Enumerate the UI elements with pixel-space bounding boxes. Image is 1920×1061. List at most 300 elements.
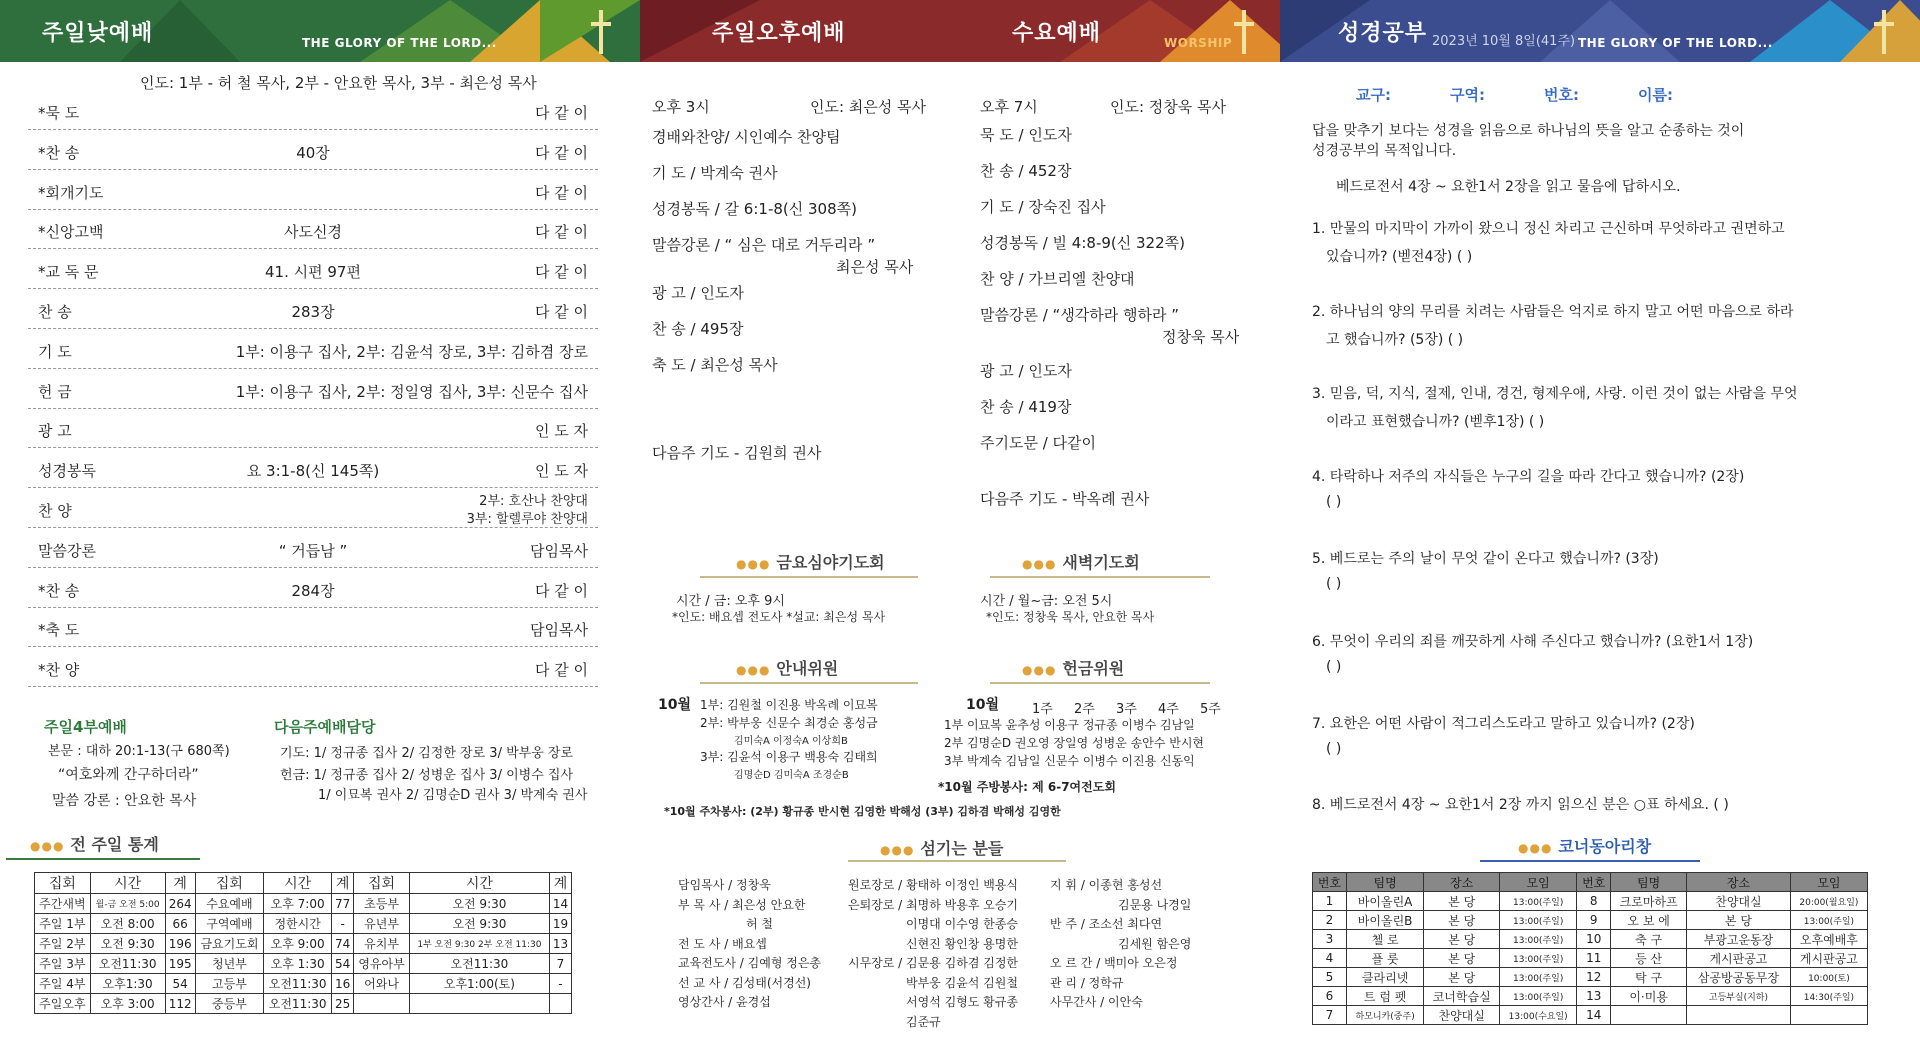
- table-cell: 영유아부: [354, 954, 410, 974]
- table-cell: 주일오후: [35, 994, 91, 1014]
- afternoon-time: 오후 3시: [652, 98, 710, 116]
- staff-line: 원로장로 / 황태하 이정인 백용식: [848, 878, 1018, 892]
- table-cell: 이·미용: [1611, 987, 1687, 1006]
- order-label: 성경봉독: [38, 462, 96, 481]
- order-label: *회개기도: [38, 183, 104, 202]
- table-row: [35, 994, 572, 1014]
- week-label: 4주: [1158, 702, 1179, 717]
- staff-line: 김준규: [906, 1014, 941, 1029]
- header-date: 2023년 10월 8일(41주): [1432, 34, 1576, 49]
- question-text: 5. 베드로는 주의 날이 무엇 같이 온다고 했습니까? (3장): [1312, 551, 1659, 567]
- order-row: [28, 329, 598, 369]
- order-label: *찬 송: [38, 143, 80, 162]
- order-content: 283장: [291, 303, 335, 321]
- table-row: [35, 894, 572, 914]
- wednesday-line: 말씀강론 / “생각하라 행하라 ”: [980, 306, 1180, 324]
- question-text: 2. 하나님의 양의 무리를 치려는 사람들은 억지로 하지 말고 어떤 마음으로 하라: [1312, 303, 1794, 320]
- question-text: 6. 무엇이 우리의 죄를 깨끗하게 사해 주신다고 했습니까? (요한1서 1장): [1312, 633, 1754, 650]
- table-cell: 오후1:00(토): [409, 974, 549, 994]
- order-label: 찬 양: [38, 502, 72, 520]
- staff-title: [880, 836, 1003, 859]
- table-cell: 본 당: [1424, 968, 1500, 987]
- ushers-row-3: 3부: 김윤석 이용구 백용숙 김태희: [700, 750, 878, 764]
- divider: [700, 682, 918, 684]
- table-cell: 삼공방공동무장: [1687, 968, 1791, 987]
- table-cell: 오후 7:00: [264, 894, 332, 914]
- service4-quote: “여호와께 간구하더라”: [58, 767, 199, 783]
- table-row: [35, 934, 572, 954]
- staff-line: 전 도 사 / 배요셉: [678, 936, 767, 951]
- table-cell: 13:00(주일): [1500, 987, 1577, 1006]
- order-leader: 다 같 이: [534, 661, 588, 680]
- dawn-time: 시간 / 월~금: 오전 5시: [980, 594, 1113, 609]
- order-content: “ 거듭남 ”: [278, 541, 348, 560]
- order-row: [28, 488, 598, 528]
- order-content: 사도신경: [284, 223, 342, 242]
- parking-service: *10월 주차봉사: (2부) 황규종 반시현 김영한 박해성 (3부) 김하겸 박해성 김영한: [664, 805, 1061, 818]
- question-text: 4. 타락하나 저주의 자식들은 누구의 길을 따라 간다고 했습니까? (2장): [1312, 468, 1745, 485]
- table-cell: 112: [165, 994, 195, 1014]
- staff-line: 은퇴장로 / 최명하 박용후 오승기: [848, 897, 1018, 912]
- staff-line: 관 리 / 정학규: [1050, 975, 1124, 990]
- table-cell: 번호: [1313, 873, 1347, 892]
- order-leader: 인 도 자: [534, 462, 588, 481]
- question-answer: 있습니까? (벧전4장) ( ): [1326, 249, 1473, 265]
- ushers-title: [736, 656, 838, 679]
- stats-table: [34, 872, 572, 1014]
- staff-line: 사무간사 / 이안숙: [1050, 995, 1143, 1009]
- week-label: 1주: [1032, 702, 1053, 717]
- table-cell: 10: [1577, 930, 1611, 949]
- next-week-offering-2: 1/ 이묘복 권사 2/ 김명순D 권사 3/ 박계숙 권사: [318, 788, 588, 803]
- divider: [990, 682, 1210, 684]
- order-leader: 1부: 이용구 집사, 2부: 김윤석 장로, 3부: 김하겸 장로: [235, 342, 588, 361]
- question-answer: ( ): [1326, 658, 1342, 675]
- order-label: *찬 송: [38, 581, 80, 600]
- table-cell: 계: [549, 873, 571, 894]
- order-leader: 2부: 호산나 찬양대: [479, 494, 588, 509]
- table-cell: 14: [549, 894, 571, 914]
- table-cell: 부광고운동장: [1687, 930, 1791, 949]
- staff-line: 서영석 김형도 황규종: [906, 995, 1018, 1009]
- cross-icon: [1232, 10, 1256, 54]
- dawn-title-text: 새벽기도회: [1062, 553, 1140, 572]
- order-content: 40장: [296, 143, 330, 162]
- instructions: 베드로전서 4장 ~ 요한1서 2장을 읽고 물음에 답하시오.: [1336, 179, 1681, 195]
- club-title: [1518, 834, 1651, 857]
- table-row: [1313, 892, 1868, 911]
- wednesday-line: 찬 양 / 가브리엘 찬양대: [980, 270, 1135, 288]
- table-cell: 오전 8:00: [90, 914, 165, 934]
- sunday-leaders: 인도: 1부 - 허 철 목사, 2부 - 안요한 목사, 3부 - 최은성 목사: [140, 74, 537, 92]
- table-cell: 13:00(수요일): [1500, 1006, 1577, 1025]
- table-cell: 13:00(주일): [1500, 949, 1577, 968]
- table-row: [1313, 949, 1868, 968]
- table-cell: 어와나: [354, 974, 410, 994]
- table-cell: [549, 994, 571, 1014]
- wednesday-line: 주기도문 / 다같이: [980, 434, 1097, 452]
- service4-title: 주일4부예배: [44, 718, 127, 736]
- divider: [700, 576, 918, 578]
- order-leader: 다 같 이: [534, 183, 588, 202]
- question-answer: 고 했습니까? (5장) ( ): [1326, 331, 1464, 348]
- table-cell: 13:00(주일): [1790, 911, 1867, 930]
- staff-line: 오 르 간 / 백미아 오은정: [1050, 956, 1178, 970]
- table-cell: -: [549, 974, 571, 994]
- wednesday-leader: 인도: 정창욱 목사: [1110, 98, 1227, 116]
- table-cell: 25: [332, 994, 354, 1014]
- order-row: [28, 528, 598, 568]
- table-row: [1313, 930, 1868, 949]
- table-cell: 계: [165, 873, 195, 894]
- header-title-wednesday: 수요예배: [1012, 21, 1102, 46]
- stats-title: [30, 832, 159, 855]
- order-leader: 다 같 이: [534, 143, 588, 162]
- question-text: 3. 믿음, 덕, 지식, 절제, 인내, 경건, 형제우애, 사랑. 이런 것이 없는 사람을 무엇: [1312, 386, 1798, 402]
- table-cell: 8: [1577, 892, 1611, 911]
- wednesday-line: 광 고 / 인도자: [980, 362, 1072, 380]
- table-cell: 오전11:30: [90, 954, 165, 974]
- order-label: 찬 송: [38, 303, 72, 321]
- table-cell: 게시판공고: [1790, 949, 1867, 968]
- table-cell: 월-금 오전 5:00: [90, 894, 165, 914]
- table-cell: 74: [332, 934, 354, 954]
- cross-icon: [1872, 10, 1896, 54]
- dots-icon: ●●●: [30, 839, 65, 853]
- staff-line: 교육전도사 / 김예형 정은총: [678, 956, 821, 970]
- dots-icon: ●●●: [736, 557, 771, 571]
- offering-row-2: 2부 김명순D 권오영 장일영 성병운 송안수 반시현: [944, 736, 1205, 750]
- table-cell: 등 산: [1611, 949, 1687, 968]
- table-cell: 장소: [1687, 873, 1791, 892]
- table-cell: 4: [1313, 949, 1347, 968]
- week-label: 3주: [1116, 702, 1137, 717]
- table-cell: 코너학습실: [1424, 987, 1500, 1006]
- offering-month: 10월: [966, 697, 1000, 713]
- table-row: [35, 954, 572, 974]
- table-cell: 195: [165, 954, 195, 974]
- table-cell: 본 당: [1424, 930, 1500, 949]
- question-8: 8. 베드로전서 4장 ~ 요한1서 2장 까지 읽으신 분은 ○표 하세요. ( ): [1312, 797, 1729, 813]
- table-cell: 주일 1부: [35, 914, 91, 934]
- question-answer: ( ): [1326, 493, 1342, 510]
- table-cell: 시간: [90, 873, 165, 894]
- offering-title: [1022, 656, 1124, 679]
- table-cell: 11: [1577, 949, 1611, 968]
- table-cell: 54: [165, 974, 195, 994]
- header-afternoon: [640, 0, 1280, 62]
- staff-line: 영상간사 / 윤경섭: [678, 995, 771, 1009]
- order-row: [28, 90, 598, 130]
- order-row: [28, 170, 598, 210]
- table-cell: 집회: [35, 873, 91, 894]
- question-answer: ( ): [1326, 576, 1342, 592]
- order-leader: 담임목사: [530, 541, 588, 560]
- order-row: [28, 369, 598, 409]
- order-row: [28, 568, 598, 608]
- dawn-title: [1022, 550, 1140, 573]
- friday-leaders: *인도: 배요셉 전도사 *설교: 최은성 목사: [672, 610, 886, 624]
- order-leader: 다 같 이: [534, 303, 588, 321]
- header-title: 주일오후예배: [712, 21, 846, 46]
- table-cell: 오전11:30: [264, 974, 332, 994]
- question-text: 7. 요한은 어떤 사람이 적그리스도라고 말하고 있습니까? (2장): [1312, 716, 1695, 732]
- table-cell: 모임: [1790, 873, 1867, 892]
- staff-line: 지 휘 / 이종현 홍성선: [1050, 878, 1163, 892]
- order-row: [28, 289, 598, 329]
- afternoon-line: 성경봉독 / 갈 6:1-8(신 308쪽): [652, 200, 857, 218]
- table-cell: 13:00(주일): [1500, 968, 1577, 987]
- table-row: [1313, 911, 1868, 930]
- table-cell: 20:00(월요일): [1790, 892, 1867, 911]
- order-row: [28, 408, 598, 448]
- table-cell: 시간: [409, 873, 549, 894]
- offering-title-text: 헌금위원: [1062, 659, 1125, 678]
- ushers-title-text: 안내위원: [776, 659, 839, 678]
- staff-line: 시무장로 / 김문용 김하겸 김정한: [848, 956, 1018, 970]
- staff-line: 허 철: [746, 917, 773, 931]
- order-content: 요 3:1-8(신 145쪽): [246, 462, 380, 481]
- intro-line-2: 성경공부의 목적입니다.: [1312, 143, 1457, 159]
- afternoon-line: 축 도 / 최은성 목사: [652, 356, 778, 374]
- table-cell: 264: [165, 894, 195, 914]
- divider: [990, 576, 1210, 578]
- table-cell: 2: [1313, 911, 1347, 930]
- header-bible-study: [1280, 0, 1920, 62]
- table-row: [1313, 968, 1868, 987]
- order-leader: 3부: 할렐루야 찬양대: [466, 512, 588, 527]
- table-cell: 크로마하프: [1611, 892, 1687, 911]
- order-content: 284장: [291, 581, 335, 600]
- table-cell: 하모니카(중주): [1346, 1006, 1423, 1025]
- offering-row-3: 3부 박계숙 김남일 신문수 이병수 이진용 신동익: [944, 754, 1195, 768]
- intro-line-1: 답을 맞추기 보다는 성경을 읽음으로 하나님의 뜻을 알고 순종하는 것이: [1312, 123, 1745, 139]
- dots-icon: ●●●: [1022, 663, 1057, 677]
- table-cell: 모임: [1500, 873, 1577, 892]
- order-label: 말씀강론: [38, 541, 96, 560]
- table-cell: 13: [1577, 987, 1611, 1006]
- order-row: [28, 209, 598, 249]
- table-cell: 주간새벽: [35, 894, 91, 914]
- table-cell: 팀명: [1346, 873, 1423, 892]
- order-label: 광 고: [38, 422, 72, 441]
- table-cell: 찬양대실: [1687, 892, 1791, 911]
- table-cell: 시간: [264, 873, 332, 894]
- order-leader: 다 같 이: [534, 104, 588, 122]
- next-week-prayer: 기도: 1/ 정규종 집사 2/ 김정한 장로 3/ 박부웅 장로: [280, 746, 574, 761]
- table-cell: 오후예배후: [1790, 930, 1867, 949]
- ushers-row-3b: 김명순D 김미숙A 조경순B: [734, 770, 849, 781]
- table-cell: 청년부: [195, 954, 263, 974]
- wednesday-line: 기 도 / 장숙진 집사: [980, 198, 1106, 216]
- friday-title-text: 금요심야기도회: [776, 553, 885, 572]
- table-cell: 초등부: [354, 894, 410, 914]
- table-cell: 오후1:30: [90, 974, 165, 994]
- divider: [6, 858, 200, 860]
- header-tagline: THE GLORY OF THE LORD...: [1578, 36, 1773, 50]
- table-cell: 본 당: [1424, 949, 1500, 968]
- table-cell: 13:00(주일): [1500, 892, 1577, 911]
- staff-line: 이명대 이수영 한종승: [906, 917, 1018, 931]
- service4-preacher: 말씀 강론 : 안요한 목사: [52, 793, 197, 809]
- table-cell: 중등부: [195, 994, 263, 1014]
- afternoon-line: 기 도 / 박계숙 권사: [652, 164, 778, 182]
- table-cell: 77: [332, 894, 354, 914]
- wednesday-line: 성경봉독 / 빌 4:8-9(신 322쪽): [980, 234, 1185, 252]
- table-cell: 9: [1577, 911, 1611, 930]
- week-label: 2주: [1074, 702, 1095, 717]
- table-cell: 16: [332, 974, 354, 994]
- table-row: [1313, 873, 1868, 892]
- table-cell: 팀명: [1611, 873, 1687, 892]
- table-cell: 1부 오전 9:30 2부 오전 11:30: [409, 934, 549, 954]
- order-row: [28, 448, 598, 488]
- question-answer: ( ): [1326, 741, 1342, 757]
- field-label: 이름:: [1638, 86, 1673, 104]
- order-row: [28, 607, 598, 647]
- order-content: 41. 시편 97편: [265, 263, 361, 282]
- table-row: [35, 914, 572, 934]
- table-cell: 바이올린A: [1346, 892, 1423, 911]
- divider: [848, 860, 1066, 862]
- stats-title-text: 전 주일 통계: [70, 835, 159, 854]
- table-cell: 66: [165, 914, 195, 934]
- wednesday-next-prayer: 다음주 기도 - 박옥례 권사: [980, 490, 1150, 508]
- staff-line: 반 주 / 조소선 최다연: [1050, 917, 1163, 931]
- order-leader: 1부: 이용구 집사, 2부: 정일영 집사, 3부: 신문수 집사: [235, 382, 588, 401]
- afternoon-line: 광 고 / 인도자: [652, 284, 744, 302]
- question-answer: 이라고 표현했습니까? (벧후1장) ( ): [1326, 414, 1545, 430]
- wednesday-time: 오후 7시: [980, 98, 1038, 116]
- wednesday-line: 묵 도 / 인도자: [980, 126, 1072, 144]
- table-cell: 13:00(주일): [1500, 911, 1577, 930]
- table-cell: [1687, 1006, 1791, 1025]
- table-row: [1313, 987, 1868, 1006]
- table-cell: -: [332, 914, 354, 934]
- table-cell: [1611, 1006, 1687, 1025]
- table-cell: 6: [1313, 987, 1347, 1006]
- table-cell: 클라리넷: [1346, 968, 1423, 987]
- order-label: *축 도: [38, 621, 80, 640]
- order-row: [28, 130, 598, 170]
- ushers-month: 10월: [658, 697, 692, 713]
- order-label: 헌 금: [38, 382, 72, 401]
- table-cell: 12: [1577, 968, 1611, 987]
- wednesday-line: 찬 송 / 452장: [980, 162, 1072, 180]
- table-cell: 오전 9:30: [409, 914, 549, 934]
- table-cell: 오전 9:30: [409, 894, 549, 914]
- table-cell: 주일 3부: [35, 954, 91, 974]
- afternoon-leader: 인도: 최은성 목사: [810, 98, 927, 116]
- staff-line: 담임목사 / 정창욱: [678, 878, 771, 892]
- table-cell: 바이올린B: [1346, 911, 1423, 930]
- table-cell: 오후 1:30: [264, 954, 332, 974]
- table-cell: 10:00(토): [1790, 968, 1867, 987]
- table-cell: 번호: [1577, 873, 1611, 892]
- order-leader: 다 같 이: [534, 223, 588, 242]
- table-cell: 1: [1313, 892, 1347, 911]
- table-cell: 3: [1313, 930, 1347, 949]
- ushers-row-1: 1부: 김원철 이진용 박옥례 이묘복: [700, 698, 878, 712]
- order-row: [28, 249, 598, 289]
- table-cell: 5: [1313, 968, 1347, 987]
- table-cell: 오전11:30: [264, 994, 332, 1014]
- dawn-leaders: *인도: 정창욱 목사, 안요한 목사: [986, 610, 1155, 624]
- table-cell: 집회: [195, 873, 263, 894]
- table-cell: 54: [332, 954, 354, 974]
- table-cell: 금요기도회: [195, 934, 263, 954]
- field-label: 구역:: [1450, 86, 1485, 104]
- order-label: *교 독 문: [38, 263, 99, 282]
- staff-line: 김문용 나경일: [1118, 897, 1192, 912]
- header-tagline: WORSHIP: [1164, 36, 1233, 50]
- table-cell: 수요예배: [195, 894, 263, 914]
- table-cell: 7: [1313, 1006, 1347, 1025]
- staff-line: 박부웅 김윤석 김원철: [906, 975, 1018, 990]
- table-cell: 게시판공고: [1687, 949, 1791, 968]
- staff-line: 선 교 사 / 김성태(서경선): [678, 975, 811, 990]
- dots-icon: ●●●: [880, 843, 915, 857]
- friday-title: [736, 550, 885, 573]
- table-cell: 본 당: [1424, 892, 1500, 911]
- field-label: 번호:: [1544, 86, 1579, 104]
- table-cell: [354, 994, 410, 1014]
- kitchen-service: *10월 주방봉사: 제 6-7여전도회: [938, 780, 1116, 794]
- staff-line: 김세원 함은영: [1118, 936, 1192, 951]
- table-cell: 축 구: [1611, 930, 1687, 949]
- club-table: [1312, 872, 1868, 1025]
- table-cell: 고등부실(지하): [1687, 987, 1791, 1006]
- staff-line: 신현진 황인창 용명한: [906, 936, 1018, 951]
- table-cell: [409, 994, 549, 1014]
- afternoon-line: 찬 송 / 495장: [652, 320, 744, 338]
- table-cell: 주일 4부: [35, 974, 91, 994]
- dots-icon: ●●●: [1518, 841, 1553, 855]
- table-cell: 오 보 에: [1611, 911, 1687, 930]
- table-cell: 본 당: [1424, 911, 1500, 930]
- table-cell: 유년부: [354, 914, 410, 934]
- afternoon-next-prayer: 다음주 기도 - 김원희 권사: [652, 444, 822, 462]
- dots-icon: ●●●: [1022, 557, 1057, 571]
- next-week-offering: 헌금: 1/ 정규종 집사 2/ 성병운 집사 3/ 이병수 집사: [280, 768, 574, 783]
- table-cell: 14: [1577, 1006, 1611, 1025]
- divider: [1480, 860, 1700, 862]
- offering-row-1: 1부 이묘복 윤추성 이용구 정규종 이병수 김남일: [944, 718, 1195, 732]
- table-cell: 첼 로: [1346, 930, 1423, 949]
- table-cell: 주일 2부: [35, 934, 91, 954]
- table-cell: [1790, 1006, 1867, 1025]
- table-cell: 찬양대실: [1424, 1006, 1500, 1025]
- afternoon-line: 경배와찬양/ 시인예수 찬양팀: [652, 128, 841, 146]
- table-cell: 19: [549, 914, 571, 934]
- table-cell: 본 당: [1687, 911, 1791, 930]
- header-sunday: [0, 0, 640, 62]
- table-cell: 고등부: [195, 974, 263, 994]
- dots-icon: ●●●: [736, 663, 771, 677]
- friday-time: 시간 / 금: 오후 9시: [676, 594, 785, 609]
- table-cell: 플 룻: [1346, 949, 1423, 968]
- order-leader: 다 같 이: [534, 581, 588, 600]
- next-week-title: 다음주예배담당: [274, 718, 376, 736]
- wednesday-line: 정창욱 목사: [1162, 328, 1240, 346]
- table-cell: 계: [332, 873, 354, 894]
- service4-text: 본문 : 대하 20:1-13(구 680쪽): [48, 744, 230, 759]
- wednesday-line: 찬 송 / 419장: [980, 398, 1072, 416]
- order-leader: 담임목사: [530, 621, 588, 640]
- staff-title-text: 섬기는 분들: [920, 839, 1004, 858]
- order-label: *신앙고백: [38, 223, 104, 242]
- table-cell: 트 럼 펫: [1346, 987, 1423, 1006]
